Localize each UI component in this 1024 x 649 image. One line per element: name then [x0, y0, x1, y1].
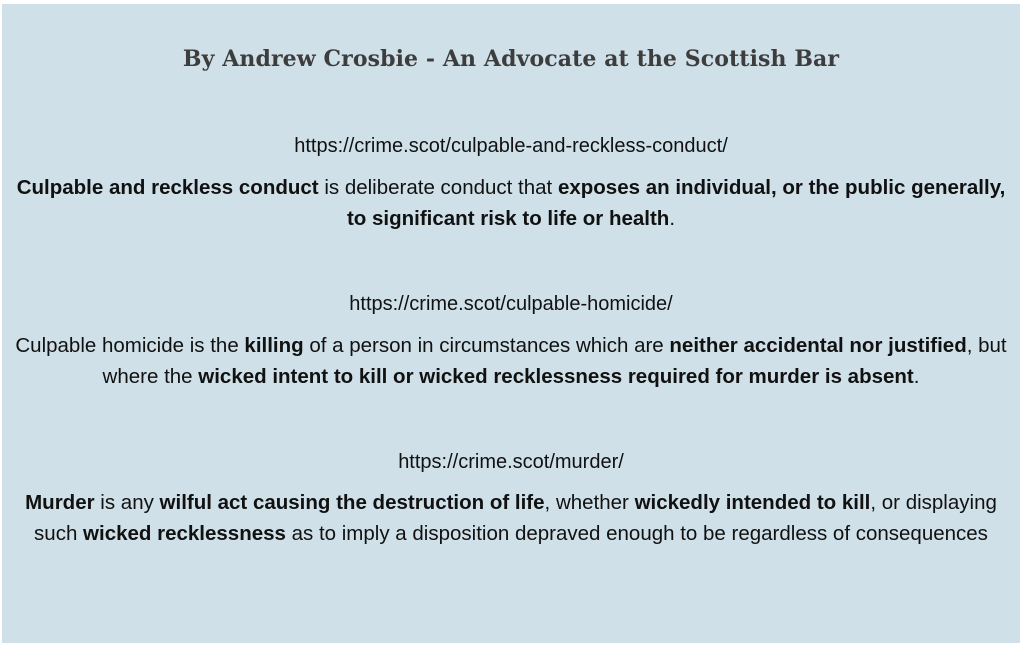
definition-murder: [8, 487, 1014, 549]
text-segment: Culpable homicide is the: [15, 334, 245, 357]
emphasis-segment: exposes an individual, or the public generally, to significant risk to life or health: [346, 176, 1006, 230]
text-segment: is deliberate conduct that: [318, 176, 558, 199]
emphasis-segment: neither accidental nor justified: [669, 334, 967, 357]
definition-culpable-reckless-conduct: [8, 172, 1014, 234]
emphasis-segment: wickedly intended to kill: [634, 491, 871, 514]
text-segment: , or displaying such: [34, 491, 997, 545]
author-heading: By Andrew Crosbie - An Advocate at the Scottish Bar: [182, 46, 840, 72]
emphasis-segment: killing: [244, 334, 304, 357]
text-segment: , but where the: [102, 334, 1007, 388]
url-murder: https://crime.scot/murder/: [398, 451, 624, 473]
text-segment: is any: [94, 491, 160, 514]
term-murder: Murder: [25, 491, 95, 514]
text-segment: .: [669, 207, 676, 230]
text-segment: , whether: [544, 491, 635, 514]
term-culpable-reckless-conduct: Culpable and reckless conduct: [16, 176, 319, 199]
url-culpable-homicide: https://crime.scot/culpable-homicide/: [349, 293, 673, 315]
definition-culpable-homicide: [8, 330, 1014, 392]
text-segment: .: [913, 365, 920, 388]
text-segment: as to imply a disposition depraved enough to be regardless of consequences: [285, 522, 988, 545]
emphasis-segment: wicked intent to kill or wicked recklessness required for murder is absent: [198, 365, 914, 388]
definitions-card: [2, 4, 1020, 643]
emphasis-segment: wicked recklessness: [83, 522, 286, 545]
text-segment: of a person in circumstances which are: [303, 334, 670, 357]
emphasis-segment: wilful act causing the destruction of life: [159, 491, 545, 514]
url-culpable-reckless-conduct: https://crime.scot/culpable-and-reckless-conduct/: [294, 135, 728, 157]
